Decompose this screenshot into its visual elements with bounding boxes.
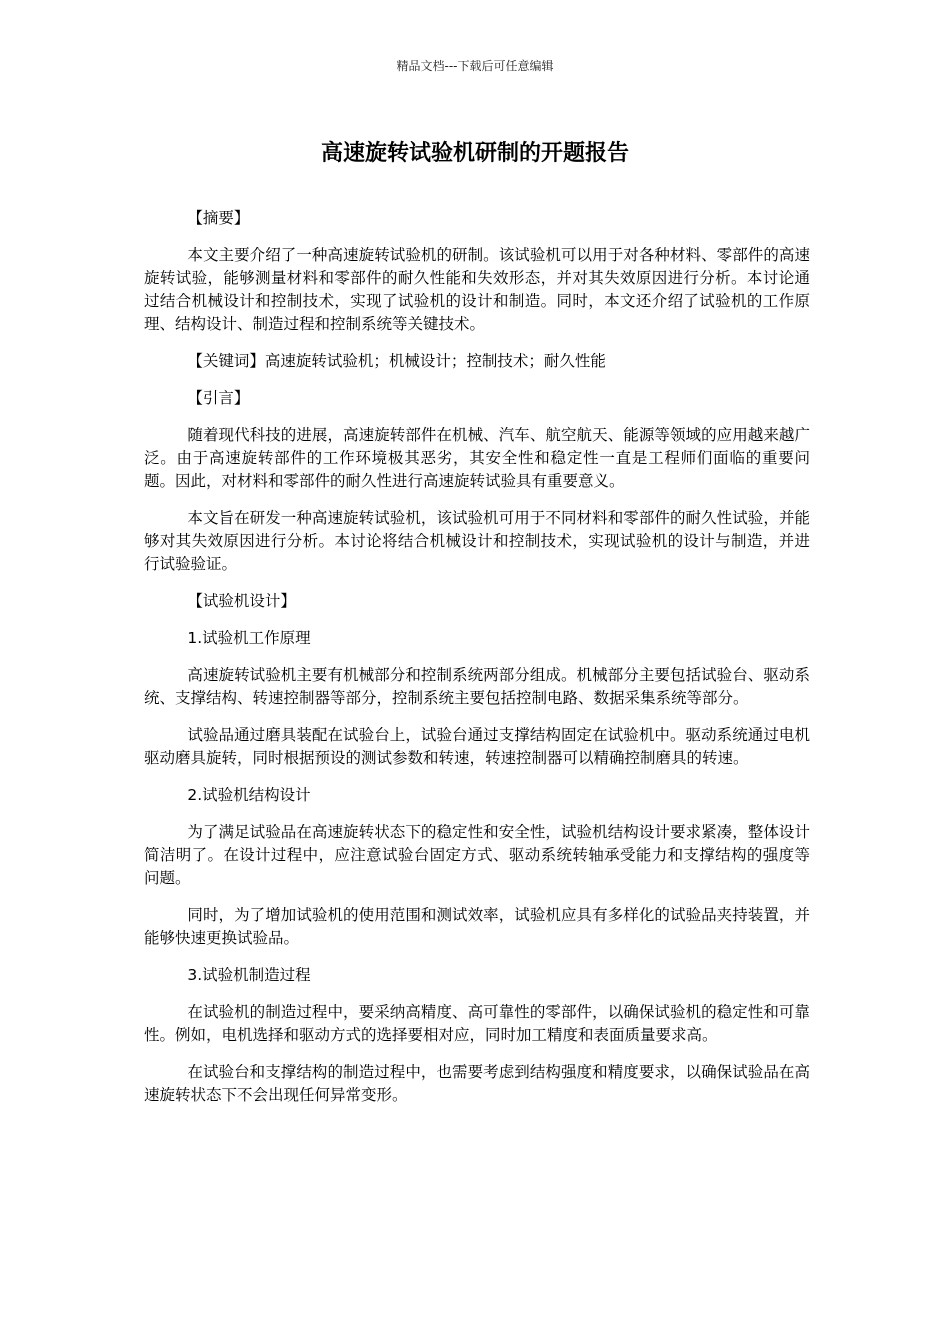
abstract-paragraph: 本文主要介绍了一种高速旋转试验机的研制。该试验机可以用于对各种材料、零部件的高速旋转试验，能够测量材料和零部件的耐久性能和失效形态，并对其失效原因进行分析。本讨论通过结合机械设计和控制技术，实现了试验机的设计和制造。同时，本文还介绍了试验机的工作原理、结构设计、制造过程和控制系统等关键技术。 xyxy=(144,246,810,333)
subsection-1-paragraph-2: 试验品通过磨具装配在试验台上，试验台通过支撑结构固定在试验机中。驱动系统通过电机驱动磨具旋转，同时根据预设的测试参数和转速，转速控制器可以精确控制磨具的转速。 xyxy=(144,726,810,767)
subsection-1-paragraph-1: 高速旋转试验机主要有机械部分和控制系统两部分组成。机械部分主要包括试验台、驱动系统、支撑结构、转速控制器等部分，控制系统主要包括控制电路、数据采集系统等部分。 xyxy=(144,666,810,707)
header-note: 精品文档---下载后可任意编辑 xyxy=(396,59,554,73)
subsection-3-paragraph-1: 在试验机的制造过程中，要采纳高精度、高可靠性的零部件，以确保试验机的稳定性和可靠性。例如，电机选择和驱动方式的选择要相对应，同时加工精度和表面质量要求高。 xyxy=(144,1003,810,1044)
subsection-3-heading: 3.试验机制造过程 xyxy=(187,966,311,984)
document-title: 高速旋转试验机研制的开题报告 xyxy=(320,141,629,166)
document-body xyxy=(144,207,810,1121)
abstract-heading: 【摘要】 xyxy=(187,209,250,227)
subsection-3-paragraph-2: 在试验台和支撑结构的制造过程中，也需要考虑到结构强度和精度要求，以确保试验品在高速旋转状态下不会出现任何异常变形。 xyxy=(144,1063,810,1104)
keywords-line: 【关键词】高速旋转试验机；机械设计；控制技术；耐久性能 xyxy=(187,352,606,370)
intro-paragraph-1: 随着现代科技的进展，高速旋转部件在机械、汽车、航空航天、能源等领域的应用越来越广泛。由于高速旋转部件的工作环境极其恶劣，其安全性和稳定性一直是工程师们面临的重要问题。因此，对材料和零部件的耐久性进行高速旋转试验具有重要意义。 xyxy=(144,426,810,490)
subsection-2-paragraph-1: 为了满足试验品在高速旋转状态下的稳定性和安全性，试验机结构设计要求紧凑，整体设计简洁明了。在设计过程中，应注意试验台固定方式、驱动系统转轴承受能力和支撑结构的强度等问题。 xyxy=(144,823,810,887)
subsection-1-heading: 1.试验机工作原理 xyxy=(187,629,311,647)
intro-heading: 【引言】 xyxy=(187,389,250,407)
subsection-2-heading: 2.试验机结构设计 xyxy=(187,786,311,804)
intro-paragraph-2: 本文旨在研发一种高速旋转试验机，该试验机可用于不同材料和零部件的耐久性试验，并能够对其失效原因进行分析。本讨论将结合机械设计和控制技术，实现试验机的设计与制造，并进行试验验证。 xyxy=(144,509,810,573)
subsection-2-paragraph-2: 同时，为了增加试验机的使用范围和测试效率，试验机应具有多样化的试验品夹持装置，并能够快速更换试验品。 xyxy=(144,906,810,947)
design-heading: 【试验机设计】 xyxy=(187,592,296,610)
